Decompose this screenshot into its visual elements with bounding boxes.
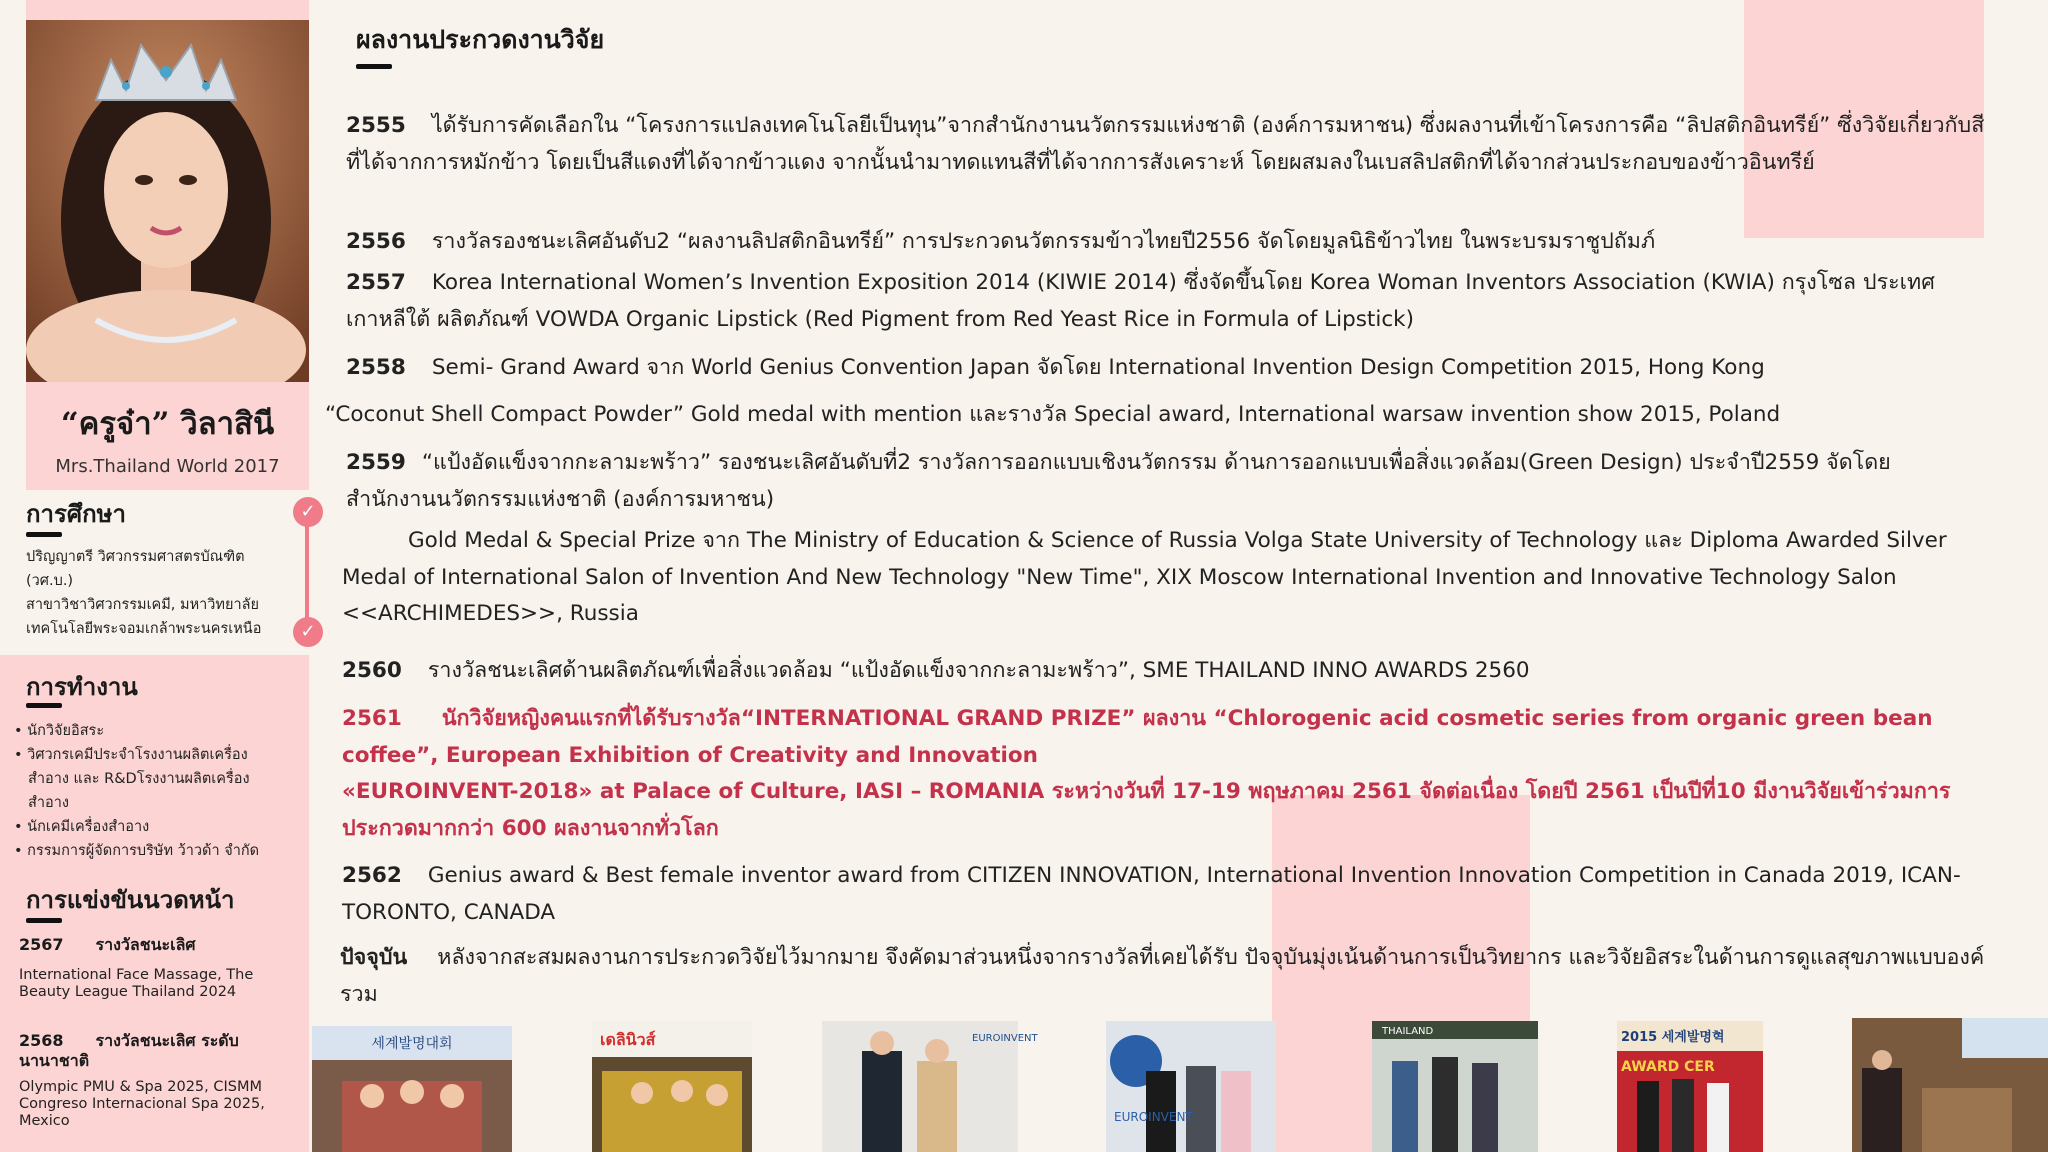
profile-subtitle: Mrs.Thailand World 2017 [55, 456, 280, 477]
competition-heading-bar [26, 918, 62, 923]
left-top-strip [26, 0, 309, 20]
award-entry-highlight [342, 701, 1992, 774]
work-item: • วิศวกรเคมีประจำโรงงานผลิตเครื่องสำอาง และ R&Dโรงงานผลิตเครื่องสำอาง [14, 747, 250, 811]
work-heading-bar [26, 703, 62, 708]
award-year: 2557 [346, 270, 406, 295]
profile-name-card [26, 382, 309, 490]
award-year: 2560 [342, 658, 402, 683]
work-list [14, 719, 284, 863]
award-text: รางวัลรองชนะเลิศอันดับ2 “ผลงานลิปสติกอินทรีย์” การประกวดนวัตกรรมข้าวไทยปี2556 จัดโดยมูลนิธิข้าวไทย ในพระบรมราชูปถัมภ์ [431, 229, 1656, 254]
competition-year: 2568 [19, 1031, 64, 1050]
award-year: 2559 [346, 450, 406, 475]
photo-caption: 2015 세계발명혁 [1621, 1030, 1725, 1045]
photo-caption: เดลินิวส์ [600, 1030, 656, 1049]
work-item: • นักเคมีเครื่องสำอาง [14, 819, 150, 835]
photo-caption: EUROINVENT [1114, 1110, 1193, 1124]
check-icon: ✓ [293, 617, 323, 647]
award-entry [346, 445, 1986, 518]
award-entry [342, 858, 1992, 931]
education-line: (วศ.บ.) [26, 573, 74, 589]
work-item: • กรรมการผู้จัดการบริษัท ว้าวด้า จำกัด [14, 843, 260, 859]
award-entry [346, 350, 1986, 387]
award-entry [346, 265, 1986, 338]
work-item: • นักวิจัยอิสระ [14, 723, 105, 739]
competition-award: รางวัลชนะเลิศ ระดับนานาชาติ [19, 1031, 239, 1070]
photo-caption: EUROINVENT [972, 1033, 1038, 1044]
award-year: 2556 [346, 229, 406, 254]
award-text: “แป้งอัดแข็งจากกะลามะพร้าว” รองชนะเลิศอันดับที่2 รางวัลการออกแบบเชิงนวัตกรรม ด้านการออกแบบเพื่อสิ่งแวดล้อม(Green Design) ประจำปี2559 จัดโดย สำนักงานนวัตกรรมแห่งชาติ (องค์การมหาชน) [346, 450, 1891, 512]
profile-photo [26, 20, 309, 382]
award-text: Gold Medal & Special Prize จาก The Ministry of Education & Science of Russia Volga State University of Technology และ Diploma Awarded Silver Medal of International Salon of Invention And New Technology "New Time", XIX Moscow International Invention and Innovative Technology Salon <<ARCHIMEDES>>, Russia [342, 528, 1947, 626]
competition-desc: International Face Massage, The Beauty League Thailand 2024 [19, 967, 254, 1000]
competition-award: รางวัลชนะเลิศ [95, 935, 196, 954]
photo-strip [310, 1018, 2048, 1152]
photo-caption: AWARD CER [1621, 1059, 1715, 1075]
profile-name: “ครูจ๋า” วิลาสินี [60, 406, 275, 442]
award-text: Genius award & Best female inventor award from CITIZEN INNOVATION, International Invention Innovation Competition in Canada 2019, ICAN-TORONTO, CANADA [342, 863, 1961, 925]
portrait-image [26, 20, 309, 382]
award-year: ปัจจุบัน [340, 945, 408, 970]
education-heading-bar [26, 532, 62, 537]
competition-entry [19, 933, 289, 1001]
award-photo [1852, 1018, 2048, 1152]
education-details [26, 545, 296, 641]
page-title: ผลงานประกวดงานวิจัย [356, 25, 605, 54]
award-entry [342, 523, 1992, 633]
competition-heading: การแข่งขันนวดหน้า [26, 886, 235, 914]
award-entry [346, 108, 1986, 181]
competition-year: 2567 [19, 935, 64, 954]
award-photo [822, 1021, 1038, 1152]
award-entry [342, 653, 1992, 690]
work-heading: การทำงาน [26, 673, 138, 701]
award-year: 2555 [346, 113, 406, 138]
page-title-bar [356, 64, 392, 69]
award-photo [312, 1026, 512, 1152]
award-entry [346, 224, 1986, 261]
education-line: สาขาวิชาวิศวกรรมเคมี, มหาวิทยาลัย [26, 597, 259, 613]
award-text: นักวิจัยหญิงคนแรกที่ได้รับรางวัล“INTERNATIONAL GRAND PRIZE” ผลงาน “Chlorogenic acid cosmetic series from organic green bean coffee”, European Exhibition of Creativity and Innovation [342, 706, 1933, 768]
photo-caption: THAILAND [1382, 1026, 1434, 1037]
award-text: Semi- Grand Award จาก World Genius Convention Japan จัดโดย International Invention Design Competition 2015, Hong Kong [431, 355, 1765, 380]
award-year: 2561 [342, 706, 402, 731]
award-text: Korea International Women’s Invention Exposition 2014 (KIWIE 2014) ซึ่งจัดขึ้นโดย Korea Woman Inventors Association (KWIA) กรุงโซล ประเทศเกาหลีใต้ ผลิตภัณฑ์ VOWDA Organic Lipstick (Red Pigment from Red Yeast Rice in Formula of Lipstick) [346, 270, 1935, 332]
award-text: «EUROINVENT-2018» at Palace of Culture, IASI – ROMANIA ระหว่างวันที่ 17-19 พฤษภาคม 2561 จัดต่อเนื่อง โดยปี 2561 เป็นปีที่10 มีงานวิจัยเข้าร่วมการประกวดมากกว่า 600 ผลงานจากทั่วโลก [342, 779, 1951, 841]
competition-entry [19, 1031, 279, 1130]
education-timeline [305, 512, 309, 632]
award-photo [1106, 1021, 1276, 1152]
education-line: ปริญญาตรี วิศวกรรมศาสตรบัณฑิต [26, 549, 245, 565]
award-text: ได้รับการคัดเลือกใน “โครงการแปลงเทคโนโลยีเป็นทุน”จากสำนักงานนวัตกรรมแห่งชาติ (องค์การมหาชน) ซึ่งผลงานที่เข้าโครงการคือ “ลิปสติกอินทรีย์” ซึ่งวิจัยเกี่ยวกับสีที่ได้จากการหมักข้าว โดยเป็นสีแดงที่ได้จากข้าวแดง จากนั้นนำมาทดแทนสีที่ได้จากการสังเคราะห์ โดยผสมลงในเบสลิปสติกที่ได้จากส่วนประกอบของข้าวอินทรีย์ [346, 113, 1985, 175]
competition-desc: Olympic PMU & Spa 2025, CISMM Congreso Internacional Spa 2025, Mexico [19, 1079, 265, 1129]
award-photo [592, 1021, 752, 1152]
award-entry [340, 940, 2000, 1013]
check-icon: ✓ [293, 497, 323, 527]
award-entry [325, 397, 2005, 434]
award-photo [1617, 1021, 1763, 1152]
award-photo [1372, 1021, 1538, 1152]
award-text: “Coconut Shell Compact Powder” Gold medal with mention และรางวัล Special award, International warsaw invention show 2015, Poland [325, 402, 1781, 427]
education-line: เทคโนโลยีพระจอมเกล้าพระนครเหนือ [26, 621, 262, 637]
photo-caption: 세계발명대회 [371, 1036, 453, 1052]
award-entry-highlight [342, 774, 1992, 847]
award-year: 2562 [342, 863, 402, 888]
award-year: 2558 [346, 355, 406, 380]
award-text: หลังจากสะสมผลงานการประกวดวิจัยไว้มากมาย จึงคัดมาส่วนหนึ่งจากรางวัลที่เคยได้รับ ปัจจุบันมุ่งเน้นด้านการเป็นวิทยากร และวิจัยอิสระในด้านการดูแลสุขภาพแบบองค์รวม [340, 945, 1985, 1007]
award-text: รางวัลชนะเลิศด้านผลิตภัณฑ์เพื่อสิ่งแวดล้อม “แป้งอัดแข็งจากกะลามะพร้าว”, SME THAILAND INNO AWARDS 2560 [427, 658, 1530, 683]
education-heading: การศึกษา [26, 500, 126, 528]
